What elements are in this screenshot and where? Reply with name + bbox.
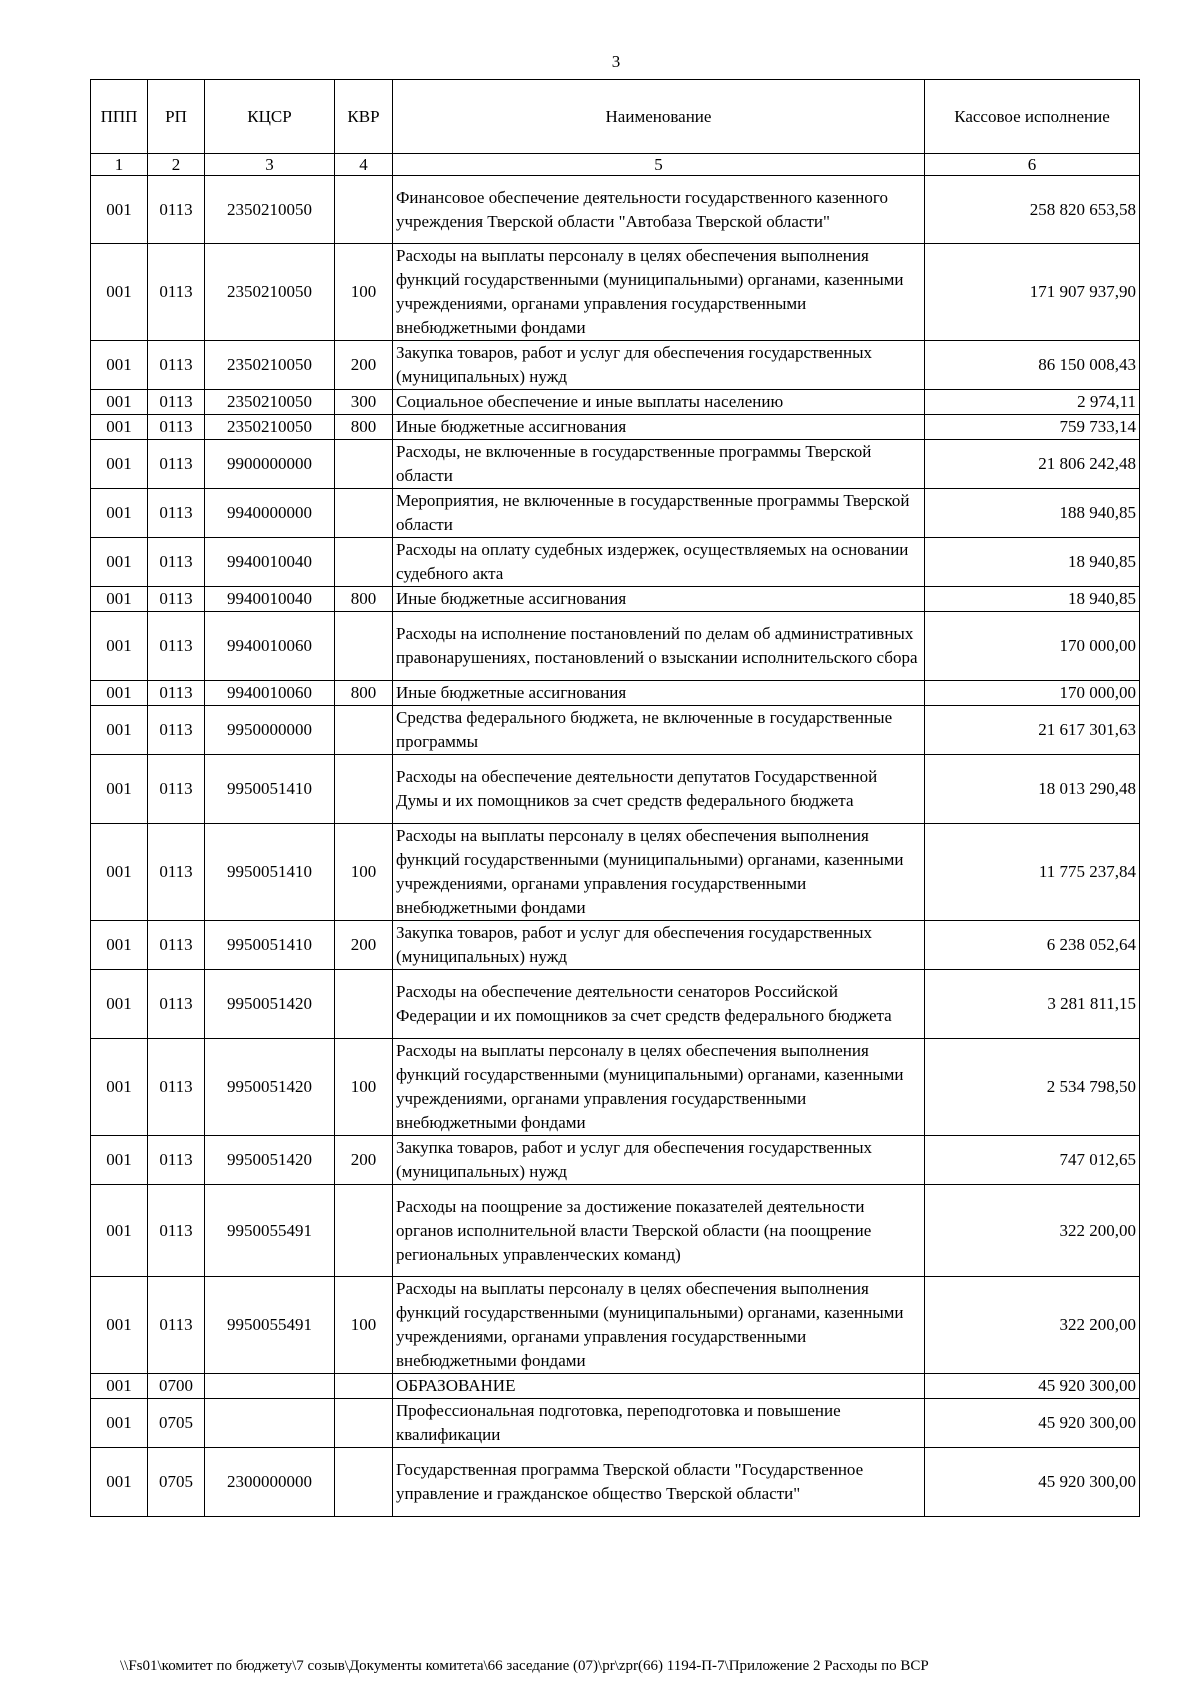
cell-kcsr: 9940010040 [205,538,335,587]
cell-amount: 2 974,11 [925,390,1140,415]
footer-file-path: \\Fs01\комитет по бюджету\7 созыв\Документы комитета\66 заседание (07)\pr\zpr(66) 1194-П-7\Приложение 2 Расходы по ВСР [120,1658,929,1674]
cell-name: Иные бюджетные ассигнования [393,587,925,612]
header-kvr: КВР [335,80,393,154]
cell-name: Расходы на исполнение постановлений по делам об административных правонарушениях, постановлений о взыскании исполнительского сбора [393,612,925,681]
cell-name: ОБРАЗОВАНИЕ [393,1374,925,1399]
cell-amount: 258 820 653,58 [925,176,1140,244]
cell-rp: 0113 [148,244,205,341]
header-kcsr: КЦСР [205,80,335,154]
cell-amount: 86 150 008,43 [925,341,1140,390]
cell-kvr [335,706,393,755]
cell-rp: 0113 [148,489,205,538]
cell-rp: 0113 [148,440,205,489]
table-row [91,706,1140,755]
cell-name: Закупка товаров, работ и услуг для обеспечения государственных (муниципальных) нужд [393,1136,925,1185]
cell-amount: 18 940,85 [925,587,1140,612]
cell-amount: 18 013 290,48 [925,755,1140,824]
cell-name: Мероприятия, не включенные в государственные программы Тверской области [393,489,925,538]
cell-rp: 0113 [148,755,205,824]
cell-ppp: 001 [91,1039,148,1136]
cell-rp: 0113 [148,1277,205,1374]
table-body [91,176,1140,1517]
table-row [91,1448,1140,1517]
cell-amount: 747 012,65 [925,1136,1140,1185]
cell-name: Закупка товаров, работ и услуг для обеспечения государственных (муниципальных) нужд [393,921,925,970]
cell-kcsr: 2350210050 [205,176,335,244]
cell-kvr [335,176,393,244]
cell-kvr [335,1448,393,1517]
cell-ppp: 001 [91,244,148,341]
cell-name: Закупка товаров, работ и услуг для обеспечения государственных (муниципальных) нужд [393,341,925,390]
cell-kvr: 300 [335,390,393,415]
cell-kcsr: 2350210050 [205,244,335,341]
header-row [91,80,1140,154]
cell-ppp: 001 [91,1136,148,1185]
cell-name: Расходы на обеспечение деятельности депутатов Государственной Думы и их помощников за счет средств федерального бюджета [393,755,925,824]
cell-kvr [335,1374,393,1399]
cell-amount: 2 534 798,50 [925,1039,1140,1136]
cell-kcsr: 2300000000 [205,1448,335,1517]
cell-kvr: 100 [335,244,393,341]
expenditure-table [90,79,1140,1517]
cell-amount: 170 000,00 [925,612,1140,681]
cell-name: Расходы на обеспечение деятельности сенаторов Российской Федерации и их помощников за счет средств федерального бюджета [393,970,925,1039]
table-row [91,390,1140,415]
cell-kcsr: 9940010060 [205,612,335,681]
cell-kcsr: 9950051420 [205,970,335,1039]
header-name: Наименование [393,80,925,154]
cell-rp: 0113 [148,681,205,706]
cell-name: Расходы на выплаты персоналу в целях обеспечения выполнения функций государственными (муниципальными) органами, казенными учреждениями, органами управления государственными внебюджетными фондами [393,244,925,341]
cell-rp: 0113 [148,176,205,244]
cell-rp: 0113 [148,538,205,587]
cell-ppp: 001 [91,824,148,921]
column-number: 2 [148,154,205,176]
table-row [91,341,1140,390]
table-row [91,1136,1140,1185]
header-amount: Кассовое исполнение [925,80,1140,154]
cell-name: Расходы на выплаты персоналу в целях обеспечения выполнения функций государственными (муниципальными) органами, казенными учреждениями, органами управления государственными внебюджетными фондами [393,824,925,921]
column-number-row [91,154,1140,176]
cell-amount: 322 200,00 [925,1277,1140,1374]
table-row [91,415,1140,440]
table-row [91,538,1140,587]
cell-amount: 45 920 300,00 [925,1399,1140,1448]
cell-amount: 6 238 052,64 [925,921,1140,970]
cell-kcsr [205,1374,335,1399]
cell-kcsr: 9940000000 [205,489,335,538]
cell-ppp: 001 [91,538,148,587]
table-row [91,1277,1140,1374]
cell-ppp: 001 [91,341,148,390]
cell-amount: 170 000,00 [925,681,1140,706]
column-number: 4 [335,154,393,176]
table-row [91,1039,1140,1136]
cell-kvr: 100 [335,824,393,921]
cell-kvr: 800 [335,587,393,612]
cell-amount: 322 200,00 [925,1185,1140,1277]
cell-ppp: 001 [91,440,148,489]
cell-ppp: 001 [91,176,148,244]
cell-rp: 0113 [148,1185,205,1277]
table-row [91,176,1140,244]
cell-kvr: 200 [335,921,393,970]
cell-rp: 0113 [148,390,205,415]
cell-rp: 0113 [148,1136,205,1185]
table-row [91,440,1140,489]
cell-ppp: 001 [91,415,148,440]
cell-amount: 171 907 937,90 [925,244,1140,341]
cell-rp: 0113 [148,612,205,681]
cell-kcsr [205,1399,335,1448]
cell-rp: 0113 [148,1039,205,1136]
cell-rp: 0113 [148,415,205,440]
cell-name: Государственная программа Тверской области "Государственное управление и гражданское общество Тверской области" [393,1448,925,1517]
cell-kvr [335,1185,393,1277]
cell-name: Иные бюджетные ассигнования [393,415,925,440]
cell-rp: 0705 [148,1448,205,1517]
table-row [91,681,1140,706]
table-row [91,1374,1140,1399]
cell-amount: 11 775 237,84 [925,824,1140,921]
cell-ppp: 001 [91,970,148,1039]
cell-kcsr: 2350210050 [205,390,335,415]
cell-rp: 0113 [148,341,205,390]
cell-ppp: 001 [91,390,148,415]
table-row [91,824,1140,921]
table-row [91,921,1140,970]
table-row [91,1399,1140,1448]
header-ppp: ППП [91,80,148,154]
table-row [91,587,1140,612]
cell-name: Расходы на выплаты персоналу в целях обеспечения выполнения функций государственными (муниципальными) органами, казенными учреждениями, органами управления государственными внебюджетными фондами [393,1277,925,1374]
cell-kvr: 100 [335,1039,393,1136]
cell-rp: 0113 [148,706,205,755]
cell-kcsr: 9900000000 [205,440,335,489]
cell-rp: 0113 [148,824,205,921]
cell-amount: 3 281 811,15 [925,970,1140,1039]
cell-ppp: 001 [91,921,148,970]
cell-name: Расходы, не включенные в государственные программы Тверской области [393,440,925,489]
cell-kvr: 200 [335,1136,393,1185]
cell-name: Профессиональная подготовка, переподготовка и повышение квалификации [393,1399,925,1448]
cell-kcsr: 2350210050 [205,415,335,440]
header-rp: РП [148,80,205,154]
cell-kcsr: 9950051410 [205,824,335,921]
cell-kvr [335,489,393,538]
table-row [91,1185,1140,1277]
cell-amount: 188 940,85 [925,489,1140,538]
column-number: 6 [925,154,1140,176]
cell-name: Финансовое обеспечение деятельности государственного казенного учреждения Тверской области "Автобаза Тверской области" [393,176,925,244]
cell-ppp: 001 [91,1448,148,1517]
cell-kvr [335,970,393,1039]
cell-ppp: 001 [91,755,148,824]
cell-name: Средства федерального бюджета, не включенные в государственные программы [393,706,925,755]
cell-amount: 21 617 301,63 [925,706,1140,755]
cell-ppp: 001 [91,587,148,612]
cell-amount: 21 806 242,48 [925,440,1140,489]
cell-name: Расходы на оплату судебных издержек, осуществляемых на основании судебного акта [393,538,925,587]
cell-rp: 0113 [148,921,205,970]
column-number: 5 [393,154,925,176]
cell-kcsr: 9940010060 [205,681,335,706]
column-number: 1 [91,154,148,176]
table-row [91,970,1140,1039]
cell-amount: 45 920 300,00 [925,1374,1140,1399]
cell-name: Социальное обеспечение и иные выплаты населению [393,390,925,415]
cell-rp: 0113 [148,970,205,1039]
cell-kvr [335,1399,393,1448]
cell-rp: 0700 [148,1374,205,1399]
cell-ppp: 001 [91,706,148,755]
cell-name: Расходы на поощрение за достижение показателей деятельности органов исполнительной власти Тверской области (на поощрение региональных управленческих команд) [393,1185,925,1277]
cell-kcsr: 9950051410 [205,755,335,824]
cell-kvr [335,538,393,587]
cell-kvr [335,612,393,681]
cell-kcsr: 9950055491 [205,1277,335,1374]
cell-ppp: 001 [91,489,148,538]
cell-kcsr: 2350210050 [205,341,335,390]
cell-name: Иные бюджетные ассигнования [393,681,925,706]
cell-ppp: 001 [91,1374,148,1399]
cell-amount: 45 920 300,00 [925,1448,1140,1517]
column-number: 3 [205,154,335,176]
cell-ppp: 001 [91,1277,148,1374]
cell-kvr [335,755,393,824]
table-row [91,244,1140,341]
cell-kcsr: 9950051410 [205,921,335,970]
cell-ppp: 001 [91,681,148,706]
cell-kcsr: 9950051420 [205,1136,335,1185]
table-row [91,755,1140,824]
cell-kvr: 100 [335,1277,393,1374]
cell-ppp: 001 [91,1185,148,1277]
cell-ppp: 001 [91,612,148,681]
cell-kvr: 200 [335,341,393,390]
cell-kcsr: 9950055491 [205,1185,335,1277]
cell-kvr: 800 [335,681,393,706]
cell-kvr [335,440,393,489]
cell-rp: 0113 [148,587,205,612]
cell-amount: 18 940,85 [925,538,1140,587]
table-row [91,612,1140,681]
cell-amount: 759 733,14 [925,415,1140,440]
cell-kvr: 800 [335,415,393,440]
cell-ppp: 001 [91,1399,148,1448]
cell-kcsr: 9940010040 [205,587,335,612]
cell-rp: 0705 [148,1399,205,1448]
cell-name: Расходы на выплаты персоналу в целях обеспечения выполнения функций государственными (муниципальными) органами, казенными учреждениями, органами управления государственными внебюджетными фондами [393,1039,925,1136]
table-row [91,489,1140,538]
cell-kcsr: 9950000000 [205,706,335,755]
cell-kcsr: 9950051420 [205,1039,335,1136]
page-number: 3 [611,52,621,71]
